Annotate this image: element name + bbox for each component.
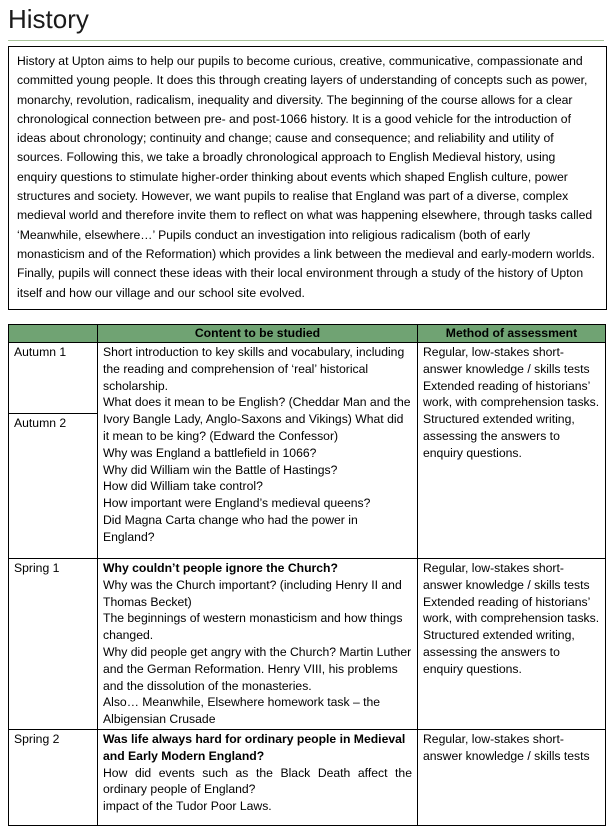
header-content: Content to be studied [98,325,418,343]
content-cell [98,343,418,559]
term-label-spring-1: Spring 1 [14,561,60,575]
term-cell [9,729,98,825]
enquiry-heading: Was life always hard for ordinary people in Medieval and Early Modern England? [103,731,406,763]
table-row-spring-1 [9,559,606,730]
content-item: The beginnings of western monasticism and how things changed. [103,611,403,643]
content-item: Short introduction to key skills and vocabulary, including the reading and comprehension of ‘real’ historical scholarship. [103,345,405,393]
assessment-cell [418,729,606,825]
content-item: How did William take control? [103,479,263,494]
assessment-item: Extended reading of historians’ work, with comprehension tasks. [423,378,600,410]
term-label-autumn-1: Autumn 1 [14,345,67,359]
curriculum-table [8,324,606,826]
assessment-item: Structured extended writing, assessing the answers to enquiry questions. [423,628,575,676]
term-cell [9,343,98,559]
content-item: Did Magna Carta change who had the power in England? [103,512,358,544]
table-row-autumn [9,343,606,559]
assessment-item: Regular, low-stakes short-answer knowledge / skills tests [423,731,590,763]
content-cell [98,729,418,825]
content-item: How important were England’s medieval queens? [103,496,371,511]
term-cell [9,559,98,730]
assessment-cell [418,559,606,730]
assessment-item: Structured extended writing, assessing the answers to enquiry questions. [423,412,575,460]
assessment-item: Regular, low-stakes short-answer knowledge / skills tests [423,561,590,592]
page-title: History [8,4,89,34]
content-item: How did events such as the Black Death affect the ordinary people of England? [103,765,412,797]
content-item: Also… Meanwhile, Elsewhere homework task – the Albigensian Crusade [103,695,381,727]
enquiry-heading: Why couldn’t people ignore the Church? [103,561,338,575]
header-assessment: Method of assessment [418,325,606,343]
table-header-row [9,325,606,343]
content-item: Why was the Church important? (including Henry II and Thomas Becket) [103,577,402,609]
term-label-spring-2: Spring 2 [14,731,60,746]
content-item: impact of the Tudor Poor Laws. [103,799,272,814]
assessment-item: Regular, low-stakes short-answer knowledge / skills tests [423,345,590,376]
title-divider [8,40,604,41]
assessment-cell [418,343,606,559]
content-item: Why did William win the Battle of Hastings? [103,462,338,477]
term-label-autumn-2: Autumn 2 [14,416,67,430]
content-item: What does it mean to be English? (Cheddar Man and the Ivory Bangle Lady, Anglo-Saxons and Vikings) What did it mean to be king? (Edward the Confessor) [103,395,411,443]
table-row-spring-2 [9,729,606,825]
content-cell [98,559,418,730]
assessment-item: Extended reading of historians’ work, with comprehension tasks. [423,594,600,626]
content-item: Why was England a battlefield in 1066? [103,445,317,460]
intro-paragraph: History at Upton aims to help our pupils to become curious, creative, communicative, compassionate and committed young people. It does this through creating layers of understanding of concepts such as power, monarchy, revolution, radicalism, inequality and diversity. The beginning of the course allows for a clear chronological connection between pre- and post-1066 history. It is a good vehicle for the introduction of ideas about chronology; continuity and change; cause and consequence; and reliability and utility of sources. Following this, we take a broadly chronological approach to English Medieval history, using enquiry questions to stimulate higher-order thinking about events which shaped English culture, power structures and society. However, we want pupils to realise that England was part of a diverse, complex medieval world and therefore invite them to reflect on what was happening elsewhere, through tasks called ‘Meanwhile, elsewhere…’ Pupils conduct an investigation into religious radicalism (both of early monasticism and of the Reformation) which provides a link between the medieval and early-modern worlds. Finally, pupils will connect these ideas with their local environment through a study of the history of Upton itself and how our village and our school site evolved. [8,46,607,310]
header-term [9,325,98,343]
content-item: Why did people get angry with the Church? Martin Luther and the German Reformation. Henry VIII, his problems and the dissolution of the monasteries. [103,644,412,693]
